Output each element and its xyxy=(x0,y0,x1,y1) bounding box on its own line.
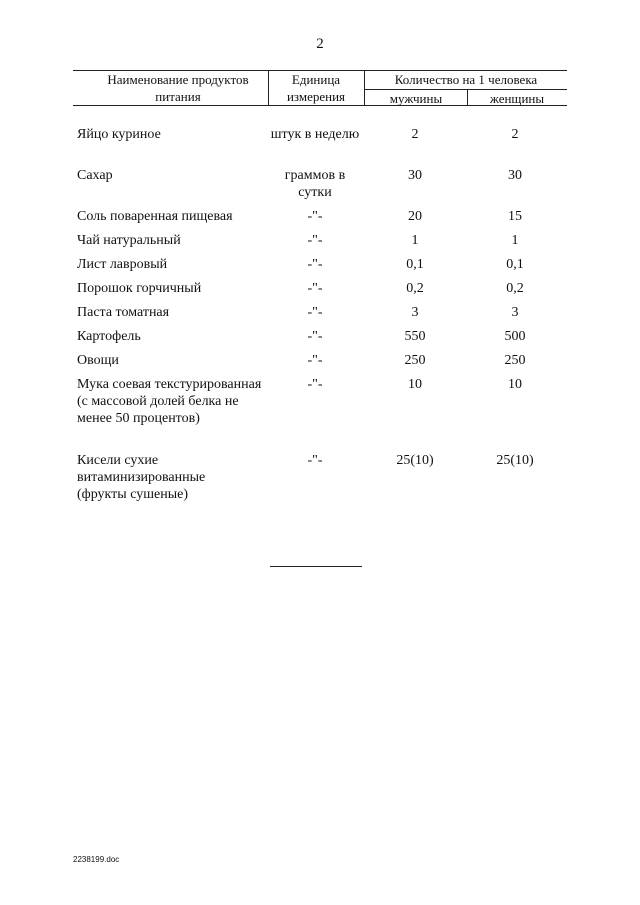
product-unit: -"- xyxy=(307,453,323,468)
qty-men: 0,1 xyxy=(406,257,424,272)
product-name: Картофель xyxy=(77,329,141,344)
qty-women: 0,1 xyxy=(506,257,524,272)
qty-men: 0,2 xyxy=(406,281,424,296)
qty-men: 250 xyxy=(404,353,426,368)
product-unit: -"- xyxy=(307,209,323,224)
product-name: Кисели сухие витаминизированные (фрукты сушеные) xyxy=(77,453,206,502)
header-product-name: Наименование продуктов питания xyxy=(107,72,249,104)
product-unit: -"- xyxy=(307,329,323,344)
qty-women: 0,2 xyxy=(506,281,524,296)
product-name: Соль поваренная пищевая xyxy=(77,209,233,224)
product-name: Паста томатная xyxy=(77,305,170,320)
qty-women: 25(10) xyxy=(496,453,534,468)
header-women: женщины xyxy=(489,91,545,106)
product-name: Лист лавровый xyxy=(77,257,168,272)
qty-women: 10 xyxy=(508,377,522,392)
header-unit: Единица измерения xyxy=(286,72,346,104)
qty-women: 3 xyxy=(511,305,519,320)
qty-women: 2 xyxy=(511,127,519,142)
product-name: Сахар xyxy=(77,168,113,183)
product-unit: -"- xyxy=(307,353,323,368)
file-name: 2238199.doc xyxy=(73,855,120,864)
qty-men: 30 xyxy=(408,168,422,183)
qty-men: 550 xyxy=(404,329,426,344)
product-name: Порошок горчичный xyxy=(77,281,202,296)
qty-women: 250 xyxy=(504,353,526,368)
product-unit: -"- xyxy=(307,377,323,392)
product-name: Чай натуральный xyxy=(77,233,181,248)
qty-men: 10 xyxy=(408,377,422,392)
product-unit: -"- xyxy=(307,233,323,248)
header-men: мужчины xyxy=(389,91,443,106)
product-unit: штук в неделю xyxy=(270,127,360,142)
header-quantity: Количество на 1 человека xyxy=(394,72,538,87)
qty-women: 1 xyxy=(511,233,519,248)
product-unit: -"- xyxy=(307,257,323,272)
product-unit: -"- xyxy=(307,281,323,296)
qty-men: 2 xyxy=(411,127,419,142)
header-divider-2 xyxy=(364,70,365,106)
end-rule xyxy=(270,566,362,567)
product-unit: -"- xyxy=(307,305,323,320)
qty-women: 500 xyxy=(504,329,526,344)
product-unit: граммов в сутки xyxy=(284,168,346,200)
page-number: 2 xyxy=(316,36,324,52)
qty-men: 25(10) xyxy=(396,453,434,468)
qty-men: 3 xyxy=(411,305,419,320)
product-name: Яйцо куриное xyxy=(77,127,161,142)
qty-women: 15 xyxy=(508,209,522,224)
product-name: Мука соевая текстурированная (с массовой долей белка не менее 50 процентов) xyxy=(77,377,262,426)
header-divider-1 xyxy=(268,70,269,106)
qty-women: 30 xyxy=(508,168,522,183)
product-name: Овощи xyxy=(77,353,119,368)
qty-men: 1 xyxy=(411,233,419,248)
qty-men: 20 xyxy=(408,209,422,224)
